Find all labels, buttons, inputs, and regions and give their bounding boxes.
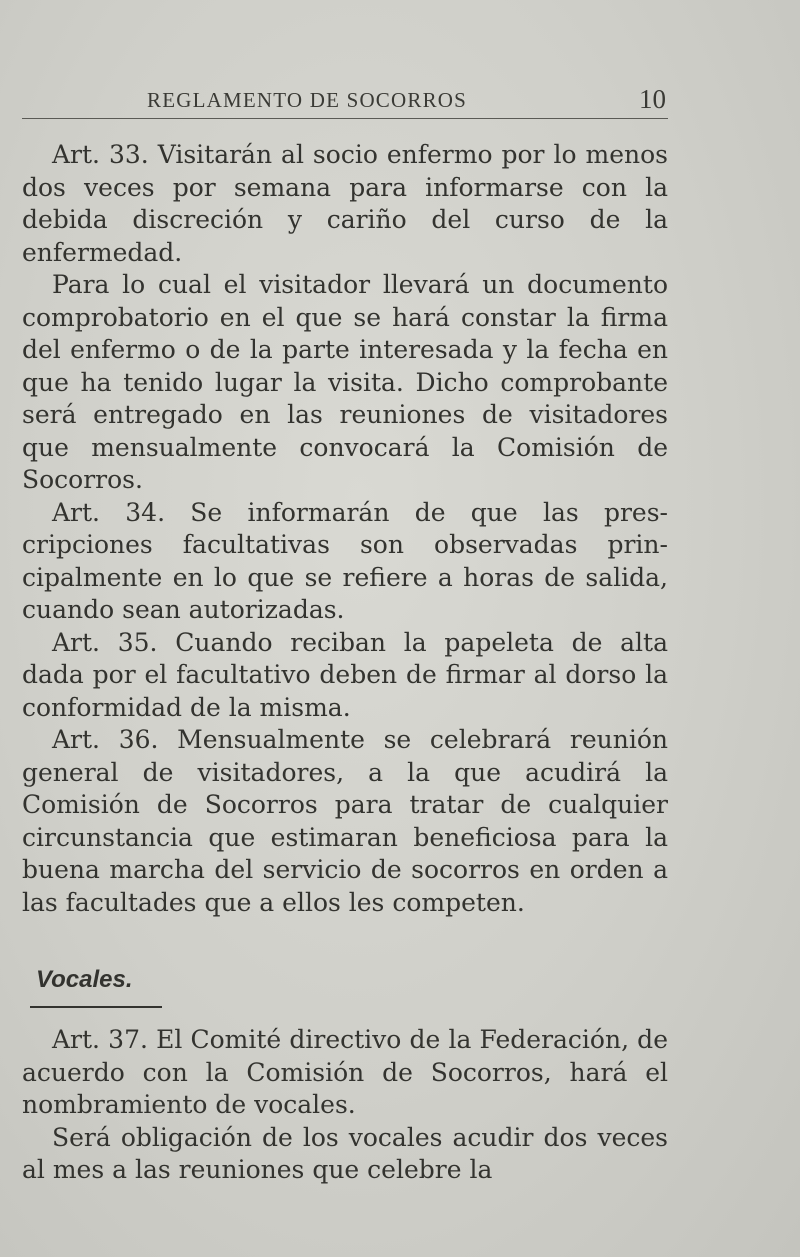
page-header bbox=[22, 86, 668, 119]
article-34: Art. 34. Se informarán de que las prescripciones facultativas son observadas principalmente en lo que se refiere a horas de salida, cuando sean autorizadas. bbox=[22, 497, 668, 624]
main-text bbox=[22, 139, 668, 919]
running-head: REGLAMENTO DE SOCORROS bbox=[147, 88, 468, 112]
page-number: 10 bbox=[639, 84, 666, 114]
article-37: Art. 37. El Comité directivo de la Federación, de acuerdo con la Comisión de Socorros, hará el nombramiento de vocales. bbox=[22, 1025, 668, 1119]
article-37-continuation: Será obligación de los vocales acudir dos veces al mes a las reuniones que celebre la bbox=[22, 1122, 668, 1184]
article-35: Art. 35. Cuando reciban la papeleta de alta dada por el facultativo deben de firmar al dorso la conformidad de la misma. bbox=[22, 627, 668, 722]
vocales-text bbox=[22, 1024, 668, 1187]
article-36: Art. 36. Mensualmente se celebrará reunión general de visitadores, a la que acudirá la Comisión de Socorros para tratar de cualquier circunstancia que estimaran beneficiosa para la buena marcha del servicio de socorros en orden a las facultades que a ellos les competen. bbox=[22, 725, 668, 917]
section-title-vocales: Vocales. bbox=[36, 966, 133, 993]
article-33: Art. 33. Visitarán al socio enfermo por lo menos dos veces por semana para informarse con la debida discreción y cariño del curso de la enfermedad. bbox=[22, 140, 668, 267]
section-underline bbox=[30, 1006, 162, 1008]
article-33-continuation: Para lo cual el visitador llevará un documento comprobatorio en el que se hará constar la firma del enfermo o de la parte interesada y la fecha en que ha tenido lugar la visita. Dicho comprobante será entregado en las reuniones de visitadores que mensualmente convocará la Comisión de Socorros. bbox=[22, 270, 668, 494]
